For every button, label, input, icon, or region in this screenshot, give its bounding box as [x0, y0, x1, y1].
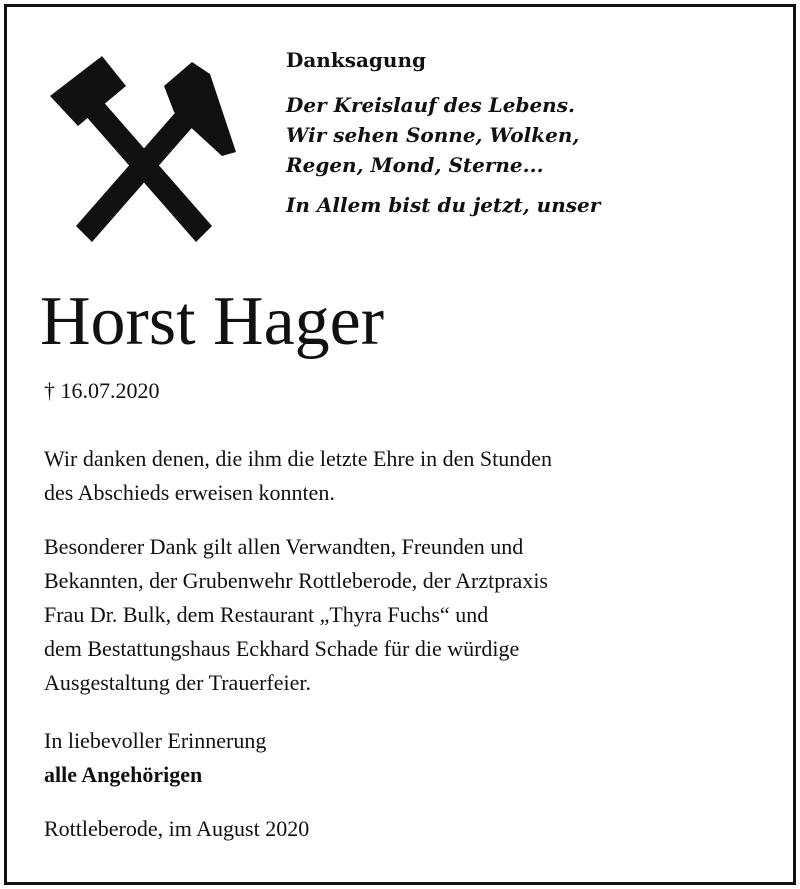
thanks-paragraph-1	[44, 442, 764, 510]
text-line: Wir danken denen, die ihm die letzte Ehre in den Stunden	[44, 446, 553, 471]
text-line: Ausgestaltung der Trauerfeier.	[44, 670, 311, 695]
text-line: Bekannten, der Grubenwehr Rottleberode, der Arztpraxis	[44, 568, 548, 593]
deceased-name: Horst Hager	[40, 283, 385, 360]
signatories: alle Angehörigen	[44, 762, 203, 787]
death-date: † 16.07.2020	[44, 378, 160, 403]
poem-line: Der Kreislauf des Lebens.	[286, 93, 575, 117]
text-line: Besonderer Dank gilt allen Verwandten, Freunden und	[44, 534, 524, 559]
header-block	[286, 46, 766, 220]
thanks-body	[44, 442, 764, 846]
text-line: des Abschieds erweisen konnten.	[44, 480, 335, 505]
poem-line: Regen, Mond, Sterne...	[286, 153, 544, 177]
thanks-paragraph-2	[44, 530, 764, 700]
notice-heading: Danksagung	[286, 48, 426, 72]
remembrance-line: In liebevoller Erinnerung	[44, 728, 267, 753]
poem-line: In Allem bist du jetzt, unser	[286, 193, 601, 217]
text-line: Frau Dr. Bulk, dem Restaurant „Thyra Fuchs“ und	[44, 602, 489, 627]
text-line: dem Bestattungshaus Eckhard Schade für die würdige	[44, 636, 520, 661]
place-date: Rottleberode, im August 2020	[44, 816, 310, 841]
crossed-hammers-icon	[44, 56, 244, 246]
poem-line: Wir sehen Sonne, Wolken,	[286, 123, 580, 147]
